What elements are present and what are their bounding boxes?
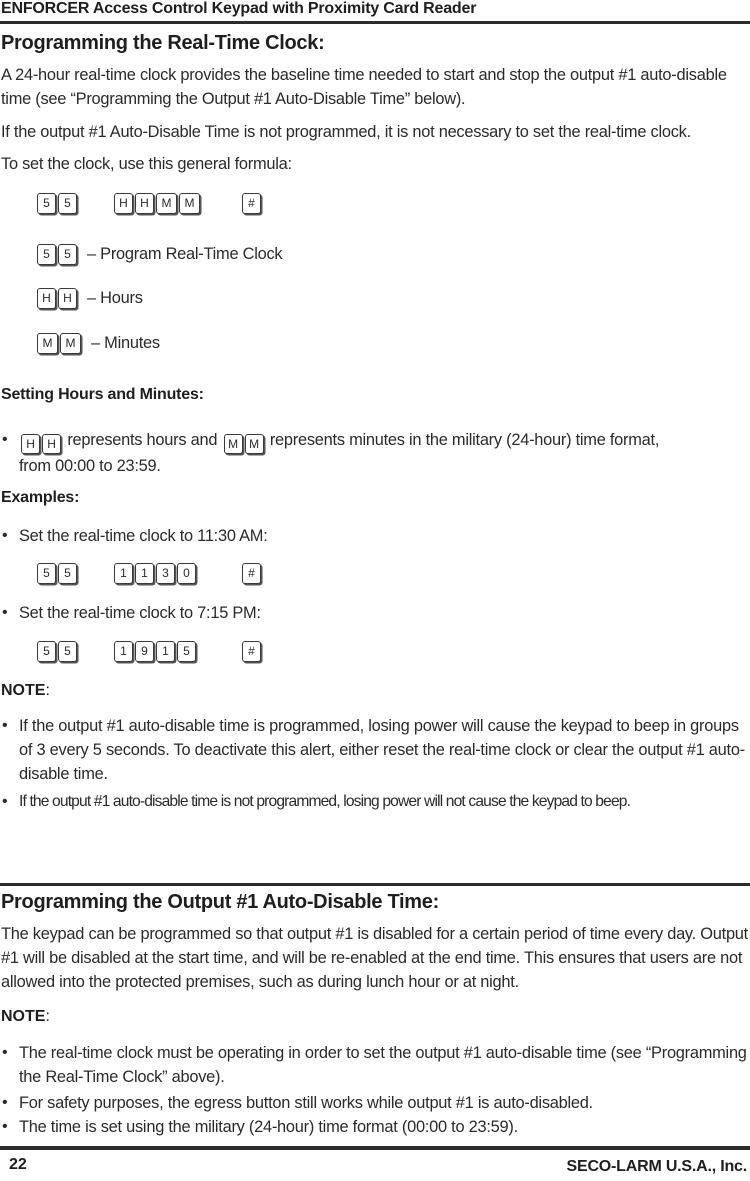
- key-1: 1: [114, 563, 133, 584]
- key-m: M: [37, 333, 58, 354]
- company-name: SECO-LARM U.S.A., Inc.: [566, 1158, 747, 1175]
- key-m: M: [179, 193, 200, 214]
- legend-text: – Hours: [87, 288, 143, 307]
- key-5: 5: [177, 641, 196, 662]
- formula-intro-paragraph: To set the clock, use this general formula:: [1, 155, 292, 173]
- bullet-dot: •: [2, 1118, 8, 1135]
- key-h: H: [114, 193, 133, 214]
- bullet-dot: •: [2, 1044, 8, 1061]
- setting-text-a: represents hours and: [67, 431, 218, 449]
- note-label: NOTE:: [1, 682, 50, 699]
- auto-disable-paragraph: The keypad can be programmed so that output #1 is disabled for a certain period of time every day. Output #1 will be disabled at the start time, and will be re-enabled at the end time. This ensures that users are not allowed into the protected premises, such as during lunch hour or at night.: [1, 925, 748, 991]
- key-hash: #: [242, 193, 261, 214]
- page-number: 22: [9, 1156, 27, 1173]
- key-m: M: [156, 193, 177, 214]
- key-5: 5: [58, 641, 77, 662]
- note-4-text: For safety purposes, the egress button still works while output #1 is auto-disabled.: [19, 1094, 593, 1112]
- key-hash: #: [242, 641, 261, 662]
- setting-text-b: represents minutes in the military (24-hour) time format,: [269, 431, 660, 449]
- key-5: 5: [58, 193, 77, 214]
- note-2-text: If the output #1 auto-disable time is not programmed, losing power will not cause the keypad to beep.: [19, 793, 631, 810]
- bullet-dot: •: [2, 717, 8, 734]
- examples-heading: Examples:: [1, 489, 80, 506]
- bullet-dot: •: [2, 793, 8, 810]
- note-label: NOTE:: [1, 1008, 50, 1025]
- setting-text-c: from 00:00 to 23:59.: [19, 457, 161, 475]
- key-5: 5: [58, 563, 77, 584]
- key-m: M: [245, 434, 264, 454]
- key-5: 5: [37, 244, 56, 265]
- key-m: M: [60, 333, 81, 354]
- key-5: 5: [37, 641, 56, 662]
- example-1-text: Set the real-time clock to 11:30 AM:: [19, 527, 268, 545]
- hh-keys: [21, 434, 61, 454]
- note-1-text: If the output #1 auto-disable time is programmed, losing power will cause the keypad to beep in groups of 3 every 5 seconds. To deactivate this alert, either reset the real-time clock or clear the output #1 auto-disable time.: [19, 717, 745, 783]
- key-h: H: [135, 193, 154, 214]
- key-1: 1: [114, 641, 133, 662]
- key-5: 5: [37, 193, 56, 214]
- section-title-auto-disable: Programming the Output #1 Auto-Disable Time:: [1, 891, 439, 913]
- key-1: 1: [135, 563, 154, 584]
- bullet-dot: •: [2, 604, 8, 621]
- key-hash: #: [242, 563, 261, 584]
- legend-item-program-clock: [37, 242, 282, 266]
- footer-rule: [0, 1146, 750, 1150]
- setting-bullet-text: [19, 428, 747, 478]
- key-0: 0: [177, 563, 196, 584]
- key-9: 9: [135, 641, 154, 662]
- note-5-text: The time is set using the military (24-hour) time format (00:00 to 23:59).: [19, 1118, 518, 1136]
- legend-text: – Program Real-Time Clock: [87, 244, 283, 263]
- legend-text: – Minutes: [91, 333, 160, 352]
- key-5: 5: [58, 244, 77, 265]
- note-3-text: The real-time clock must be operating in order to set the output #1 auto-disable time (see “Programming the Real-Time Clock” above).: [19, 1044, 747, 1086]
- legend-item-hours: [37, 286, 143, 310]
- legend-item-minutes: [37, 331, 160, 355]
- bullet-dot: •: [2, 527, 8, 544]
- setting-hours-minutes-heading: Setting Hours and Minutes:: [1, 386, 204, 403]
- document-header-title: ENFORCER Access Control Keypad with Proximity Card Reader: [1, 0, 477, 17]
- clock-not-required-paragraph: If the output #1 Auto-Disable Time is not programmed, it is not necessary to set the real-time clock.: [1, 123, 691, 141]
- section-title-real-time-clock: Programming the Real-Time Clock:: [1, 32, 325, 54]
- key-h: H: [42, 434, 61, 454]
- key-5: 5: [37, 563, 56, 584]
- header-rule: [0, 21, 750, 24]
- bullet-dot: •: [2, 1094, 8, 1111]
- mm-keys: [224, 434, 264, 454]
- key-m: M: [224, 434, 243, 454]
- bullet-dot: •: [2, 431, 8, 448]
- key-h: H: [58, 288, 77, 309]
- key-h: H: [37, 288, 56, 309]
- example-2-text: Set the real-time clock to 7:15 PM:: [19, 604, 261, 622]
- intro-paragraph: A 24-hour real-time clock provides the baseline time needed to start and stop the output #1 auto-disable time (see “Programming the Output #1 Auto-Disable Time” below).: [1, 66, 727, 108]
- key-h: H: [21, 434, 40, 454]
- section-rule: [0, 883, 750, 886]
- key-3: 3: [156, 563, 175, 584]
- key-1: 1: [156, 641, 175, 662]
